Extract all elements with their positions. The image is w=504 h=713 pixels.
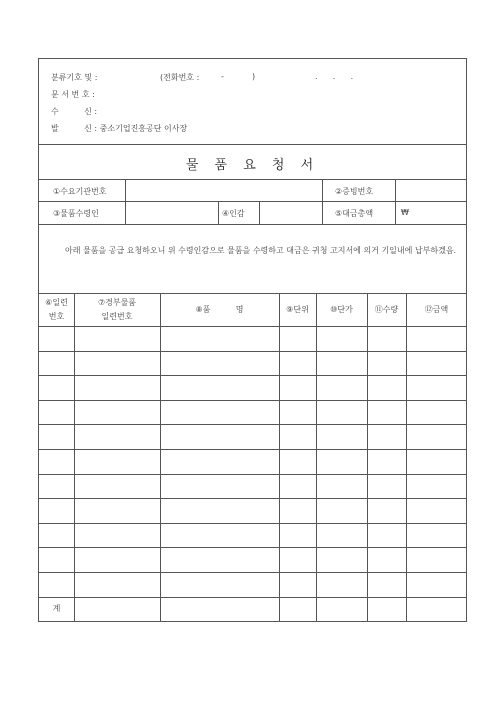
- phone-close: ): [252, 72, 256, 81]
- info-vline-3: [395, 179, 396, 224]
- header-divider: [39, 144, 466, 145]
- table-row: [39, 498, 467, 523]
- phone-dash: -: [221, 72, 224, 81]
- info-vline-1: [125, 179, 126, 224]
- table-row: [39, 523, 467, 548]
- info-row2-bottom: [39, 224, 466, 225]
- currency-sign: ₩: [401, 208, 409, 217]
- seal-label: ④인감: [222, 209, 245, 218]
- phone-label: (전화번호 :: [160, 73, 200, 82]
- class-code-label: 분류기호 및 :: [51, 73, 98, 82]
- table-total-row: [39, 597, 467, 622]
- request-statement: 아래 물품을 공급 요청하오니 위 수령인감으로 물품을 수령하고 대금은 귀청 고지서에 의거 기일내에 납부하겠음.: [65, 246, 457, 255]
- table-top-line: [39, 293, 466, 294]
- table-header-cell: ⑧품 명: [195, 304, 244, 314]
- table-row: [39, 400, 467, 425]
- org-number-label: ①수요기관번호: [53, 187, 107, 196]
- table-header-cell: ⑨단위: [286, 304, 309, 314]
- total-label: 계: [52, 603, 61, 613]
- info-row2-top: [39, 201, 466, 202]
- table-row: [39, 449, 467, 474]
- info-vline-5: [259, 201, 260, 224]
- table-row: [39, 326, 467, 351]
- table-row: [39, 424, 467, 449]
- table-row: [39, 351, 467, 376]
- table-header-cell: ⑩단가: [330, 304, 353, 314]
- cert-number-label: ②증빙번호: [335, 187, 374, 196]
- document-number-label: 문 서 번 호 :: [51, 90, 95, 99]
- sender-label: 발 신 : 중소기업진흥공단 이사장: [51, 124, 188, 133]
- table-row: [39, 572, 467, 597]
- date-dots: . . .: [315, 72, 354, 81]
- form-frame: [38, 58, 467, 622]
- table-row: [39, 547, 467, 572]
- table-header-cell: ⑥일련 번호: [45, 297, 68, 321]
- recipient-label: 수 신 :: [51, 107, 98, 116]
- amount-label: ⑤대금총액: [335, 209, 374, 218]
- table-row: [39, 474, 467, 499]
- info-vline-4: [218, 201, 219, 224]
- table-row: [39, 375, 467, 400]
- info-vline-2: [322, 179, 323, 224]
- table-header-cell: ⑫금액: [424, 304, 449, 314]
- info-row1-top: [39, 179, 466, 180]
- table-header-cell: ⑪수량: [374, 304, 399, 314]
- receiver-label: ③물품수령인: [53, 209, 99, 218]
- table-header-cell: ⑦경부물품 일련번호: [97, 297, 137, 321]
- form-title: 물 품 요 청 서: [185, 158, 320, 173]
